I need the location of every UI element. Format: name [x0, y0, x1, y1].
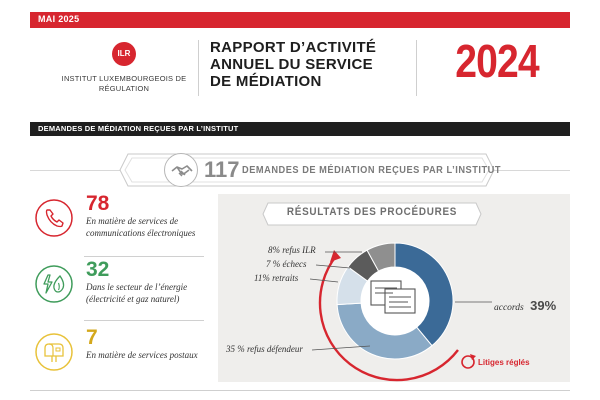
stat-description: En matière de services postaux [86, 350, 198, 360]
litiges-label: Litiges réglés [478, 358, 530, 367]
stat-description: En matière de services de communications électroniques [86, 216, 196, 238]
legend-refus-defendeur: 35 % refus défendeur [226, 344, 303, 354]
stat-divider [84, 256, 204, 257]
legend-echecs: 7 % échecs [266, 259, 307, 269]
top-date-bar [30, 12, 570, 28]
results-title-ribbon [262, 202, 482, 226]
institute-name: INSTITUT LUXEMBOURGEOIS DE RÉGULATION [61, 74, 187, 93]
legend-refus-ilr: 8% refus ILR [268, 245, 316, 255]
date-label: MAI 2025 [38, 14, 80, 24]
results-title: RÉSULTATS DES PROCÉDURES [286, 206, 458, 218]
stat-postal [34, 326, 210, 394]
stat-telecom [34, 192, 210, 260]
legend-accords [494, 298, 556, 313]
mailbox-icon [34, 332, 74, 372]
report-title: RAPPORT D’ACTIVITÉ ANNUEL DU SERVICE DE MÉDIATION [210, 39, 377, 90]
section-bar [30, 122, 570, 136]
phone-icon [34, 198, 74, 238]
header-divider [416, 40, 417, 96]
stat-divider [84, 320, 204, 321]
report-header [30, 36, 570, 100]
section-title: DEMANDES DE MÉDIATION REÇUES PAR L’INSTITUT [38, 124, 239, 133]
stat-description: Dans le secteur de l’énergie (électricité et gaz naturel) [86, 282, 188, 304]
requests-count: 117 [204, 157, 240, 182]
report-year: 2024 [455, 35, 539, 87]
accords-label: accords [494, 303, 524, 313]
stat-number: 32 [86, 258, 110, 281]
requests-text: DEMANDES DE MÉDIATION REÇUES PAR L’INSTITUT [242, 164, 502, 176]
header-divider [198, 40, 199, 96]
bottom-rule [30, 390, 570, 391]
stat-number: 78 [86, 192, 110, 215]
energy-icon [34, 264, 74, 304]
requests-banner [118, 151, 502, 189]
legend-retraits: 11% retraits [254, 273, 299, 283]
accords-percentage: 39% [530, 298, 557, 313]
stat-number: 7 [86, 326, 98, 349]
ilr-logo: ILR [112, 42, 136, 66]
stat-energy [34, 258, 210, 326]
handshake-icon [164, 153, 198, 187]
